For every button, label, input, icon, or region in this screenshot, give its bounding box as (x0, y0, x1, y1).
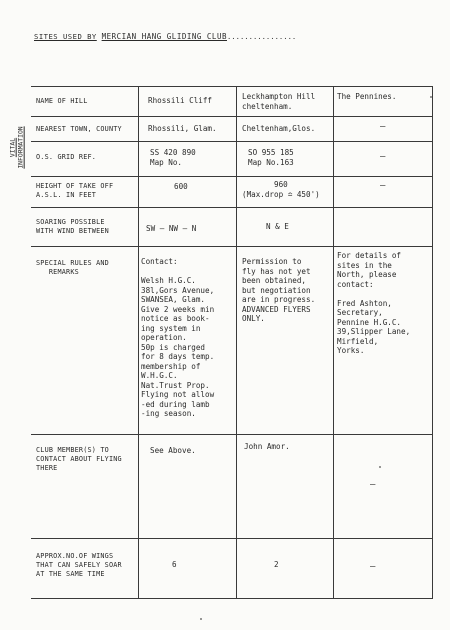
label-soaring: SOARING POSSIBLE WITH WIND BETWEEN (36, 218, 109, 235)
row-divider (31, 141, 433, 142)
row-divider (31, 116, 433, 117)
grid-ref-pennines: – (380, 152, 386, 162)
table-right-border (432, 86, 433, 599)
vital-information-label: VITAL INFORMATION (8, 125, 25, 169)
grid-ref-leckhampton: SO 955 185 Map No.163 (248, 148, 294, 167)
soaring-rhossili: SW – NW – N (146, 224, 197, 233)
name-of-hill-leckhampton: Leckhampton Hill cheltenham. (242, 92, 316, 111)
club-name: MERCIAN HANG GLIDING CLUB (101, 32, 227, 41)
label-height: HEIGHT OF TAKE OFF A.S.L. IN FEET (36, 182, 114, 199)
label-grid-ref: O.S. GRID REF. (36, 153, 97, 161)
column-divider-1 (138, 86, 139, 599)
height-pennines: – (380, 181, 386, 191)
special-rules-rhossili: Contact: Welsh H.G.C. 38l,Gors Avenue, SWANSEA, Glam. Give 2 weeks min notice as book- ing system in operation. 50p is charged for 8 days temp. membership of W.H.G.C. Nat.Trust Prop. Flying not allow -ed during lamb -ing season. (141, 257, 215, 418)
column-divider-3 (333, 86, 334, 599)
row-divider (31, 176, 433, 177)
club-members-leckhampton: John Amor. (244, 442, 290, 451)
table-top-border (31, 86, 433, 87)
special-rules-leckhampton: Permission to fly has not yet been obtained, but negotiation are in progress. ADVANCED FLYERS ONLY. (242, 257, 316, 323)
scan-speck (200, 618, 202, 620)
header-prefix: SITES USED BY (34, 32, 97, 41)
wings-leckhampton: 2 (274, 560, 279, 569)
row-divider (31, 538, 433, 539)
height-leckhampton: 960 (Max.drop ≏ 450') (242, 180, 320, 199)
label-name-of-hill: NAME OF HILL (36, 97, 88, 105)
soaring-leckhampton: N & E (266, 222, 289, 231)
nearest-town-cheltenham: Cheltenham,Glos. (242, 124, 316, 133)
row-divider (31, 434, 433, 435)
column-divider-2 (236, 86, 237, 599)
header-dots: ................ (226, 32, 297, 41)
label-nearest-town: NEAREST TOWN, COUNTY (36, 125, 122, 133)
label-wings: APPROX.NO.OF WINGS THAT CAN SAFELY SOAR AT THE SAME TIME (36, 552, 122, 578)
scan-speck (430, 96, 432, 98)
label-club-members: CLUB MEMBER(S) TO CONTACT ABOUT FLYING THERE (36, 446, 122, 472)
row-divider (31, 246, 433, 247)
nearest-town-rhossili: Rhossili, Glam. (148, 124, 217, 133)
height-rhossili: 600 (174, 182, 188, 191)
grid-ref-rhossili: SS 420 890 Map No. (150, 148, 196, 167)
special-rules-pennines: For details of sites in the North, please contact: Fred Ashton, Secretary, Pennine H.G.C. 39,Slipper Lane, Mirfield, Yorks. (337, 251, 411, 355)
table-bottom-border (31, 598, 433, 599)
header-line (34, 32, 296, 41)
nearest-town-pennines: – (380, 122, 386, 132)
scan-speck (379, 466, 381, 468)
wings-pennines: – (370, 562, 376, 572)
name-of-hill-pennines: The Pennines. (337, 92, 397, 101)
label-special-rules: SPECIAL RULES AND REMARKS (36, 259, 109, 276)
club-members-rhossili: See Above. (150, 446, 196, 455)
row-divider (31, 207, 433, 208)
wings-rhossili: 6 (172, 560, 177, 569)
club-members-pennines: – (370, 480, 376, 490)
name-of-hill-rhossili: Rhossili Cliff (148, 96, 213, 105)
